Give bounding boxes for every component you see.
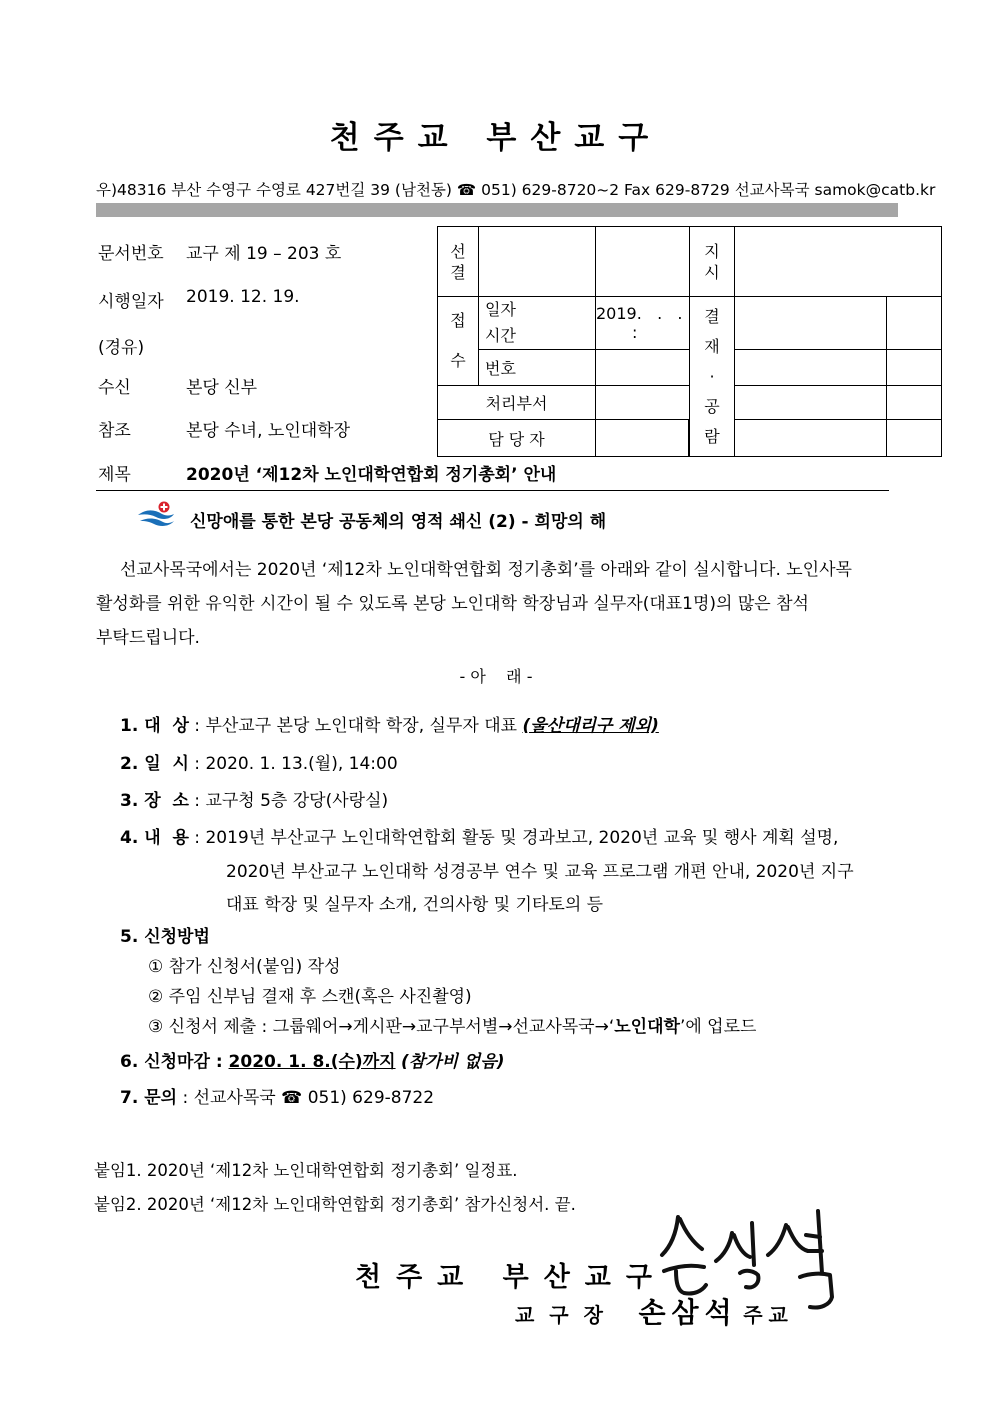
- beonho-cell: [479, 350, 596, 386]
- recipient-label: 수신: [98, 378, 131, 398]
- date-placeholder: 2019. . .: [596, 304, 683, 323]
- body-line-3: 부탁드립니다.: [96, 628, 200, 648]
- item-4-line-2: 2020년 부산교구 노인대학 성경공부 연수 및 교육 프로그램 개편 안내, 2020년 지구: [226, 862, 854, 882]
- cheoribuseo-cell: [438, 386, 596, 420]
- ilja-sigan-cell: [479, 297, 596, 350]
- body-paragraph: [96, 553, 896, 655]
- jeopsu-cell: [438, 297, 479, 386]
- body-line-1: 선교사목국에서는 2020년 ‘제12차 노인대학연합회 정기총회’를 아래와 같이 실시합니다. 노인사목: [120, 560, 852, 580]
- gyeoljae-box-2: [886, 297, 941, 350]
- via-label: (경유): [98, 338, 145, 358]
- gyeoljae-box-3: [735, 350, 887, 386]
- doc-number-value: 교구 제 19 – 203 호: [186, 244, 342, 264]
- item-7: 7. 문의 : 선교사목국 ☎ 051) 629-8722: [120, 1088, 435, 1108]
- item-4-line-3: 대표 학장 및 실무자 소개, 건의사항 및 기타토의 등: [226, 895, 604, 915]
- cheoribuseo-label: 처리부서: [485, 394, 548, 413]
- ilja-sigan-label: 일자 시간: [485, 300, 516, 345]
- item-7-value: 선교사목국 ☎ 051) 629-8722: [193, 1088, 435, 1108]
- damdangja-box: [596, 420, 690, 457]
- damdangja-box-1: [596, 420, 689, 456]
- subject-value: 2020년 ‘제12차 노인대학연합회 정기총회’ 안내: [186, 465, 557, 485]
- item-3-value: 교구청 5층 강당(사랑실): [205, 791, 389, 811]
- attachment-2: 붙임2. 2020년 ‘제12차 노인대학연합회 정기총회’ 참가신청서. 끝.: [94, 1195, 576, 1214]
- item-5-sub-3-b: 노인대학: [614, 1017, 680, 1037]
- seon-gyeol-box-1: [479, 227, 596, 297]
- issue-date-value: 2019. 12. 19.: [186, 287, 300, 307]
- jisi-label: 지시: [704, 241, 720, 282]
- date-time-box: [596, 297, 690, 350]
- beonho-label: 번호: [485, 359, 516, 378]
- item-1-value: 부산교구 본당 노인대학 학장, 실무자 대표: [205, 716, 518, 736]
- item-2-label: 2. 일 시: [120, 754, 189, 774]
- damdangja-cell: [438, 420, 596, 457]
- jeopsu-label: 접수: [450, 311, 466, 370]
- cc-value: 본당 수녀, 노인대학장: [186, 421, 351, 441]
- item-6-note: (참가비 없음): [400, 1052, 505, 1072]
- approval-table: [437, 226, 942, 457]
- item-5-sub-2: ② 주임 신부님 결재 후 스캔(혹은 사진촬영): [148, 987, 472, 1007]
- signature-title-b: 주교: [743, 1303, 794, 1327]
- jisi-box: [735, 227, 942, 297]
- signature-title-a: 교 구 장: [515, 1303, 607, 1327]
- doc-number-label: 문서번호: [98, 244, 164, 264]
- time-placeholder: :: [632, 323, 638, 342]
- item-5-sub-3-c: ’에 업로드: [679, 1017, 757, 1037]
- item-1-note: (울산대리구 제외): [522, 716, 659, 736]
- seon-gyeol-box-2: [596, 227, 690, 297]
- gyeoljae-box-5: [735, 386, 887, 420]
- subject-underline: [96, 490, 889, 491]
- recipient-value: 본당 신부: [186, 378, 258, 398]
- item-5-sub-3: [148, 1012, 756, 1037]
- diocese-logo-icon: [136, 501, 176, 529]
- jisi-cell: [690, 227, 735, 297]
- gyeoljae-cell: [690, 297, 735, 457]
- gyeoljae-box-8: [886, 420, 941, 457]
- body-line-2: 활성화를 위한 유익한 시간이 될 수 있도록 본당 노인대학 학장님과 실무자(대표1명)의 많은 참석: [96, 594, 809, 614]
- gyeoljae-box-7: [735, 420, 887, 457]
- beonho-box: [596, 350, 690, 386]
- seon-gyeol-label: 선결: [450, 241, 466, 282]
- item-5-sub-3-a: ③ 신청서 제출 : 그룹웨어→게시판→교구부서별→선교사목국→‘: [148, 1017, 615, 1037]
- cc-label: 참조: [98, 421, 131, 441]
- item-4-label: 4. 내 용: [120, 828, 189, 848]
- item-6-label: 6. 신청마감: [120, 1052, 210, 1072]
- item-2: 2. 일 시 : 2020. 1. 13.(월), 14:00: [120, 754, 398, 774]
- address-line: 우)48316 부산 수영구 수영로 427번길 39 (남천동) ☎ 051) 629-8720~2 Fax 629-8729 선교사목국 samok@catb.kr: [96, 181, 936, 199]
- gyeoljae-label: 결재·공람: [704, 306, 720, 446]
- item-4-line-1: 2019년 부산교구 노인대학연합회 활동 및 경과보고, 2020년 교육 및 행사 계획 설명,: [205, 828, 839, 848]
- attachment-1: 붙임1. 2020년 ‘제12차 노인대학연합회 정기총회’ 일정표.: [94, 1161, 518, 1180]
- item-2-value: 2020. 1. 13.(월), 14:00: [205, 754, 398, 774]
- item-5-sub-1: ① 참가 신청서(붙임) 작성: [148, 957, 341, 977]
- handwritten-signature: [650, 1195, 870, 1315]
- issue-date-label: 시행일자: [98, 292, 164, 312]
- item-3: 3. 장 소 : 교구청 5층 강당(사랑실): [120, 791, 389, 811]
- item-6-value: 2020. 1. 8.(수)까지: [228, 1052, 396, 1072]
- item-3-label: 3. 장 소: [120, 791, 189, 811]
- cheoribuseo-box: [596, 386, 690, 420]
- gyeoljae-box-1: [735, 297, 887, 350]
- signature-org: 천주교 부산교구: [355, 1262, 667, 1293]
- item-7-label: 7. 문의: [120, 1088, 178, 1108]
- item-4: 4. 내 용 : 2019년 부산교구 노인대학연합회 활동 및 경과보고, 2020년 교육 및 행사 계획 설명,: [120, 828, 839, 848]
- item-6: 6. 신청마감 : 2020. 1. 8.(수)까지 (참가비 없음): [120, 1052, 505, 1072]
- item-1: 1. 대 상 : 부산교구 본당 노인대학 학장, 실무자 대표 (울산대리구 제외): [120, 716, 659, 736]
- seon-gyeol-cell: [438, 227, 479, 297]
- document-title: 천주교 부산교구: [329, 120, 663, 156]
- gyeoljae-box-4: [886, 350, 941, 386]
- a-rae-heading: - 아 래 -: [459, 667, 533, 686]
- item-5-label: 5. 신청방법: [120, 927, 210, 947]
- item-1-label: 1. 대 상: [120, 716, 189, 736]
- header-divider-bar: [96, 203, 898, 217]
- subject-label: 제목: [98, 465, 131, 485]
- signature-name: 손삼석: [638, 1296, 738, 1329]
- gyeoljae-box-6: [886, 386, 941, 420]
- damdangja-label: 담 당 자: [488, 429, 545, 449]
- slogan-text: 신망애를 통한 본당 공동체의 영적 쇄신 (2) - 희망의 해: [190, 512, 607, 532]
